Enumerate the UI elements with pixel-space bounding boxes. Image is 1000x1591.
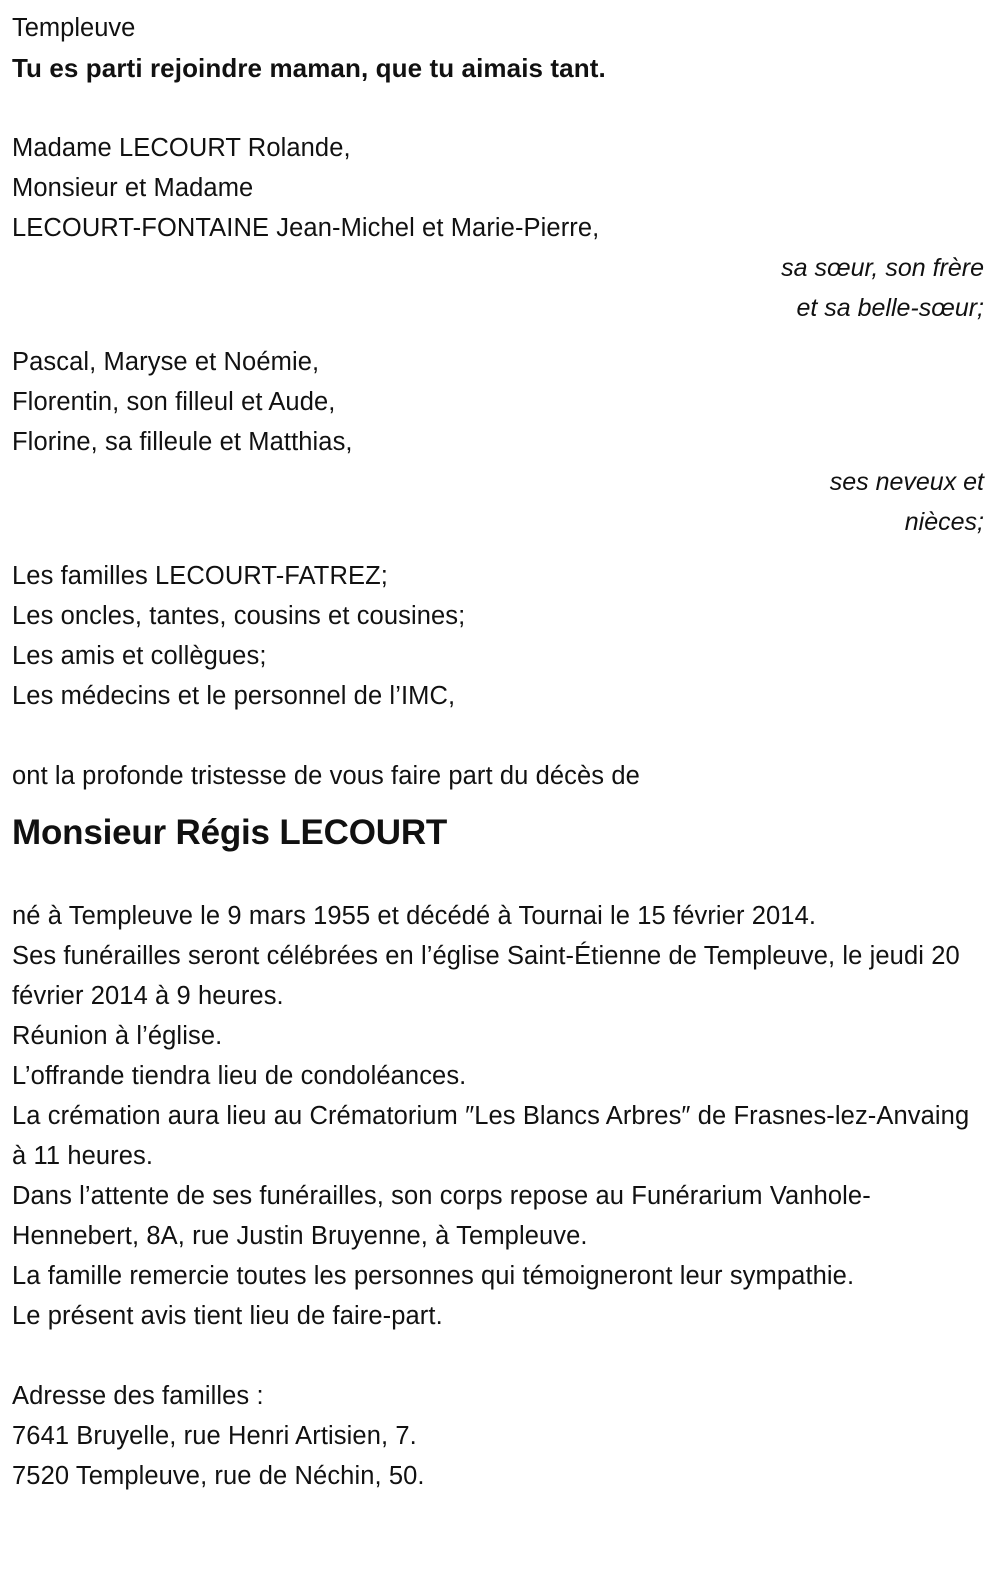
arrangement-paragraph: La crémation aura lieu au Crématorium ″Les Blancs Arbres″ de Frasnes-lez-Anvaing à 11 heures. <box>12 1102 970 1170</box>
mourner-line: Les oncles, tantes, cousins et cousines; <box>12 602 466 630</box>
survivor-names <box>12 128 988 248</box>
address-line: 7641 Bruyelle, rue Henri Artisien, 7. <box>12 1422 417 1450</box>
survivor-relation-line: ses neveux et <box>829 468 984 496</box>
survivor-relation-line: et sa belle-sœur; <box>796 294 984 322</box>
spacer <box>12 796 988 810</box>
arrangement-paragraph: Ses funérailles seront célébrées en l’église Saint-Étienne de Templeuve, le jeudi 20 février 2014 à 9 heures. <box>12 942 960 1010</box>
announcement-intro: ont la profonde tristesse de vous faire part du décès de <box>12 762 640 790</box>
survivor-group <box>12 128 988 328</box>
deceased-name: Monsieur Régis LECOURT <box>12 813 448 852</box>
spacer <box>12 1336 988 1376</box>
arrangement-paragraph: La famille remercie toutes les personnes qui témoigneront leur sympathie. <box>12 1262 855 1290</box>
spacer <box>12 328 988 342</box>
address-line: 7520 Templeuve, rue de Néchin, 50. <box>12 1462 425 1490</box>
spacer <box>12 88 988 128</box>
arrangement-paragraph: Réunion à l’église. <box>12 1022 223 1050</box>
survivor-relation <box>12 248 988 328</box>
arrangement-paragraph: Dans l’attente de ses funérailles, son corps repose au Funérarium Vanhole-Hennebert, 8A, rue Justin Bruyenne, à Templeuve. <box>12 1182 871 1250</box>
survivor-name-line: Florine, sa filleule et Matthias, <box>12 428 353 456</box>
arrangement-paragraph: Le présent avis tient lieu de faire-part. <box>12 1302 443 1330</box>
survivor-name-line: LECOURT-FONTAINE Jean-Michel et Marie-Pierre, <box>12 214 600 242</box>
survivor-relation <box>12 462 988 542</box>
birth-death-line: né à Templeuve le 9 mars 1955 et décédé à Tournai le 15 février 2014. <box>12 902 817 930</box>
address-heading: Adresse des familles : <box>12 1382 264 1410</box>
spacer <box>12 856 988 896</box>
spacer <box>12 716 988 756</box>
other-mourners-list <box>12 556 988 716</box>
survivor-names <box>12 342 988 462</box>
survivor-name-line: Pascal, Maryse et Noémie, <box>12 348 320 376</box>
survivor-relation-line: sa sœur, son frère <box>781 254 984 282</box>
survivor-name-line: Monsieur et Madame <box>12 174 254 202</box>
epitaph-text: Tu es parti rejoindre maman, que tu aimais tant. <box>12 53 606 83</box>
survivor-group <box>12 342 988 542</box>
mourner-line: Les amis et collègues; <box>12 642 267 670</box>
survivor-relation-line: nièces; <box>904 508 984 536</box>
arrangement-paragraph: L’offrande tiendra lieu de condoléances. <box>12 1062 467 1090</box>
mourner-line: Les familles LECOURT-FATREZ; <box>12 562 388 590</box>
locality-text: Templeuve <box>12 14 136 42</box>
survivor-name-line: Madame LECOURT Rolande, <box>12 134 351 162</box>
mourner-line: Les médecins et le personnel de l’IMC, <box>12 682 456 710</box>
spacer <box>12 542 988 556</box>
survivor-name-line: Florentin, son filleul et Aude, <box>12 388 336 416</box>
